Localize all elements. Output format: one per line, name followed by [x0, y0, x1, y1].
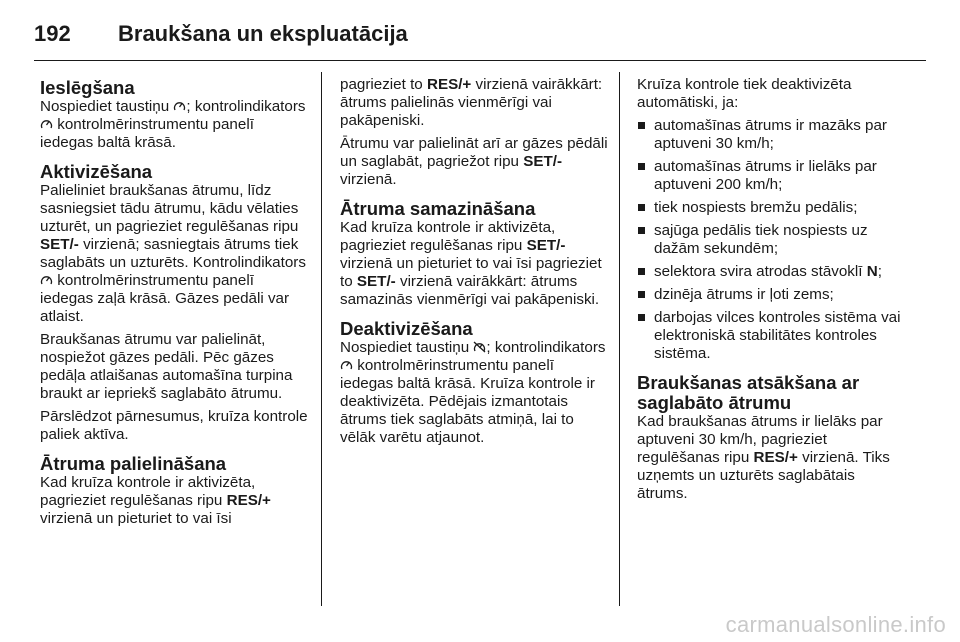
list-item: automašīnas ātrums ir mazāks par aptuveni 30 km/h; — [637, 117, 909, 153]
paragraph-decrease-speed: Kad kruīza kontrole ir aktivizēta, pagrieziet regulēšanas ripu SET/- virzienā un pieturiet to vai īsi pagrieziet to SET/- virzienā vairākkārt: ātrums samazinās vienmērīgi vai pakāpeniski. — [340, 219, 602, 308]
list-item: selektora svira atrodas stāvoklī N; — [637, 263, 909, 281]
column-divider — [619, 72, 620, 606]
bullet-marker — [638, 291, 645, 298]
list-item: darbojas vilces kontroles sistēma vai elektroniskā stabilitātes kontroles sistēma. — [637, 309, 909, 363]
heading-activation: Aktivizēšana — [40, 161, 153, 182]
paragraph-resume-speed: Kad braukšanas ātrums ir lielāks par aptuveni 30 km/h, pagrieziet regulēšanas ripu RES/+ virzienā. Tiks uzņemts un uzturēts saglabātais ātrums. — [637, 413, 890, 502]
list-item: tiek nospiests bremžu pedālis; — [637, 199, 909, 217]
bullet-marker — [638, 268, 645, 275]
cruise-control-icon — [40, 118, 53, 130]
heading-decrease-speed: Ātruma samazināšana — [340, 198, 536, 219]
page-title: Braukšana un ekspluatācija — [118, 21, 408, 46]
column-divider — [321, 72, 322, 606]
bullet-marker — [638, 122, 645, 129]
column-1 — [40, 66, 310, 533]
paragraph-speed-increase-pedal: Braukšanas ātrumu var palielināt, nospiežot gāzes pedāli. Pēc gāzes pedāļa atlaišanas automašīna turpina braukt ar iepriekš saglabāto ātrumu. — [40, 331, 293, 402]
paragraph-auto-deactivation: Kruīza kontrole tiek deaktivizēta automātiski, ja: — [637, 76, 852, 111]
cruise-control-icon — [340, 359, 353, 371]
list-item: dzinēja ātrums ir ļoti zems; — [637, 286, 909, 304]
bullet-marker — [638, 163, 645, 170]
paragraph-increase-pedal: Ātrumu var palielināt arī ar gāzes pēdāli un saglabāt, pagriežot ripu SET/- virzienā. — [340, 135, 608, 188]
paragraph-increase-cont: pagrieziet to RES/+ virzienā vairākkārt: ātrums palielinās vienmērīgi vai pakāpeniski. — [340, 76, 603, 129]
paragraph-switch-on: Nospiediet taustiņu ; kontrolindikators kontrolmērinstrumentu panelī iedegas baltā krāsā. — [40, 98, 306, 151]
list-item: automašīnas ātrums ir lielāks par aptuveni 200 km/h; — [637, 158, 909, 194]
heading-resume-speed: Braukšanas atsākšana ar saglabāto ātrumu — [637, 372, 860, 413]
paragraph-activation: Palieliniet braukšanas ātrumu, līdz sasniegsiet tādu ātrumu, kādu vēlaties uzturēt, un pagrieziet regulēšanas ripu SET/- virzienā; sasniegtais ātrums tiek saglabāts un uzturēts. Kontrolindikators kontrolmērinstrumentu panelī iedegas zaļā krāsā. Gāzes pedāli var atlaist. — [40, 182, 306, 325]
column-2 — [340, 66, 608, 452]
bullet-marker — [638, 314, 645, 321]
heading-deactivation: Deaktivizēšana — [340, 318, 473, 339]
heading-increase-speed: Ātruma palielināšana — [40, 453, 227, 474]
column-3 — [637, 66, 909, 508]
bullet-marker — [638, 204, 645, 211]
paragraph-increase-speed: Kad kruīza kontrole ir aktivizēta, pagrieziet regulēšanas ripu RES/+ virzienā un pieturiet to vai īsi — [40, 474, 271, 527]
header-rule — [34, 60, 926, 61]
deactivation-conditions-list — [637, 117, 909, 363]
cruise-control-off-icon — [473, 341, 486, 353]
watermark: carmanualsonline.info — [725, 612, 946, 637]
paragraph-deactivation: Nospiediet taustiņu ; kontrolindikators kontrolmērinstrumentu panelī iedegas baltā krāsā. Kruīza kontrole ir deaktivizēta. Pēdējais izmantotais ātrums tiek saglabāts atmiņā, lai to vēlāk varētu atjaunot. — [340, 339, 606, 446]
page-number: 192 — [34, 21, 71, 46]
page-header — [34, 14, 926, 54]
list-item: sajūga pedālis tiek nospiests uz dažām sekundēm; — [637, 222, 909, 258]
paragraph-gear-change: Pārslēdzot pārnesumus, kruīza kontrole paliek aktīva. — [40, 408, 308, 443]
bullet-marker — [638, 227, 645, 234]
heading-switch-on: Ieslēgšana — [40, 77, 135, 98]
cruise-control-icon — [40, 274, 53, 286]
cruise-control-icon — [173, 100, 186, 112]
